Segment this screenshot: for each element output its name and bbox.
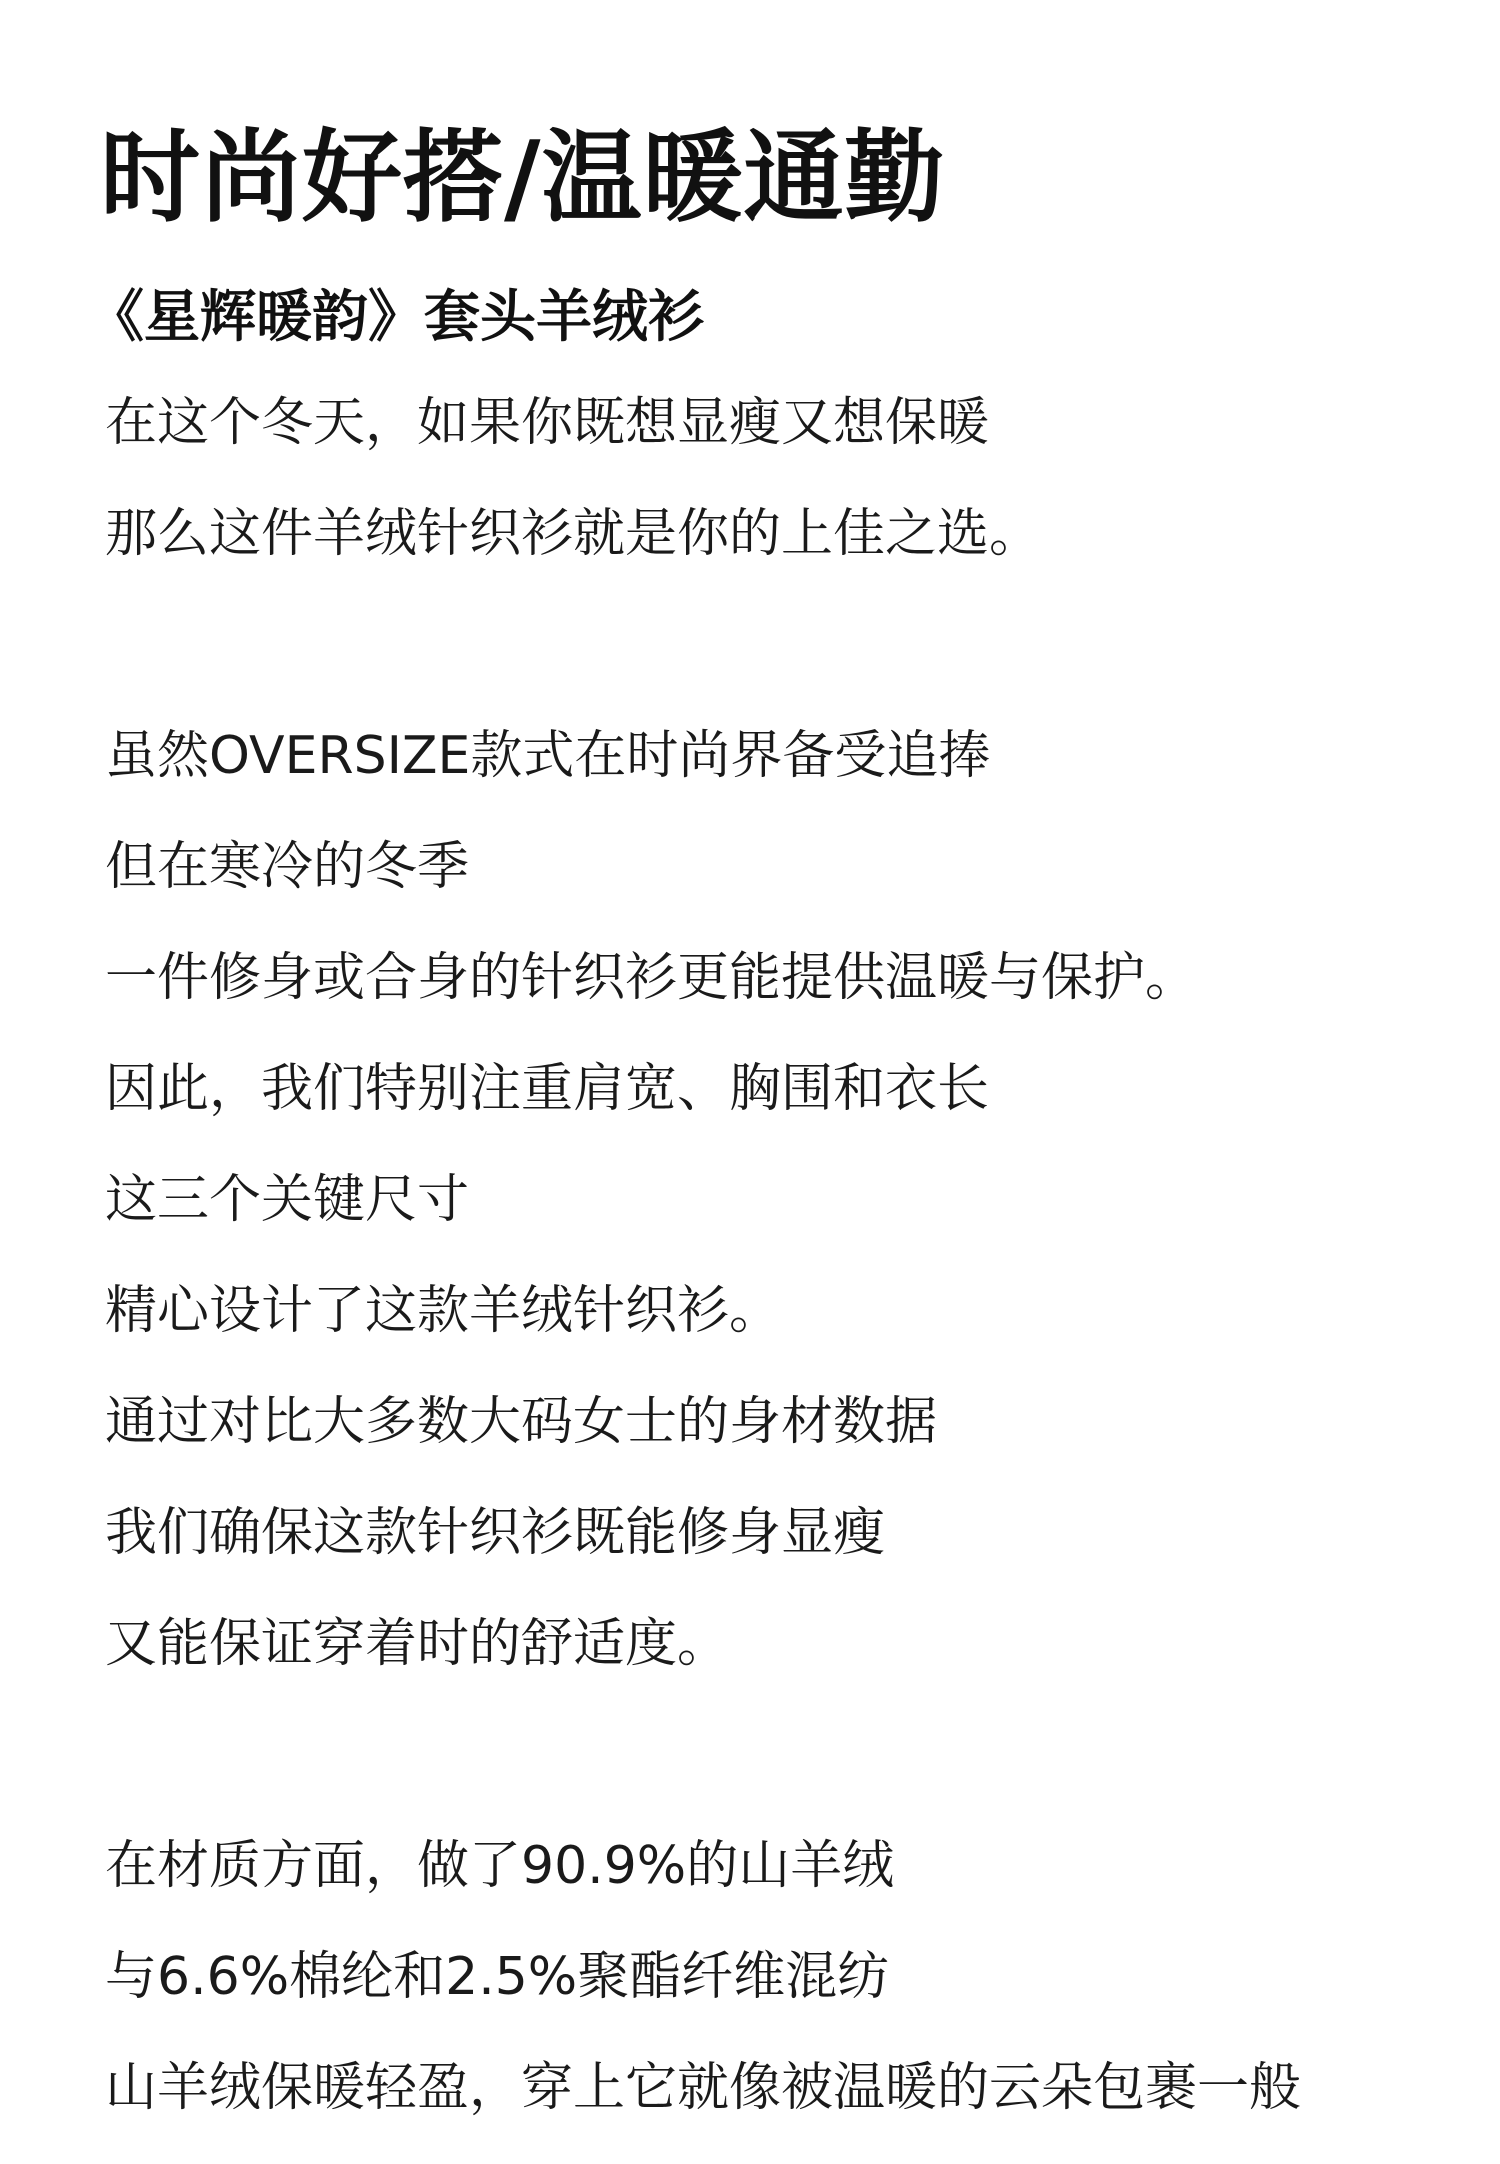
blank-line	[105, 1720, 1485, 1831]
body-text	[105, 388, 1485, 2164]
product-subtitle: 《星辉暖韵》套头羊绒衫	[88, 285, 704, 350]
text-line: 这三个关键尺寸	[105, 1170, 470, 1230]
text-line: 因此，我们特别注重肩宽、胸围和衣长	[105, 1059, 990, 1119]
text-line: 一件修身或合身的针织衫更能提供温暖与保护。	[105, 948, 1198, 1008]
text-line: 与6.6%棉纶和2.5%聚酯纤维混纺	[105, 1947, 890, 2007]
text-line: 山羊绒保暖轻盈，穿上它就像被温暖的云朵包裹一般	[105, 2058, 1302, 2118]
text-line: 在这个冬天，如果你既想显瘦又想保暖	[105, 393, 990, 453]
text-line: 在材质方面，做了90.9%的山羊绒	[105, 1836, 895, 1896]
text-line: 但在寒冷的冬季	[105, 837, 470, 897]
text-line: 虽然OVERSIZE款式在时尚界备受追捧	[105, 726, 991, 786]
text-line: 又能保证穿着时的舒适度。	[105, 1614, 730, 1674]
text-line: 那么这件羊绒针织衫就是你的上佳之选。	[105, 504, 1042, 564]
text-line: 我们确保这款针织衫既能修身显瘦	[105, 1503, 886, 1563]
page-title: 时尚好搭/温暖通勤	[100, 119, 946, 236]
text-line: 通过对比大多数大码女士的身材数据	[105, 1392, 938, 1452]
text-line: 精心设计了这款羊绒针织衫。	[105, 1281, 782, 1341]
blank-line	[105, 610, 1485, 721]
